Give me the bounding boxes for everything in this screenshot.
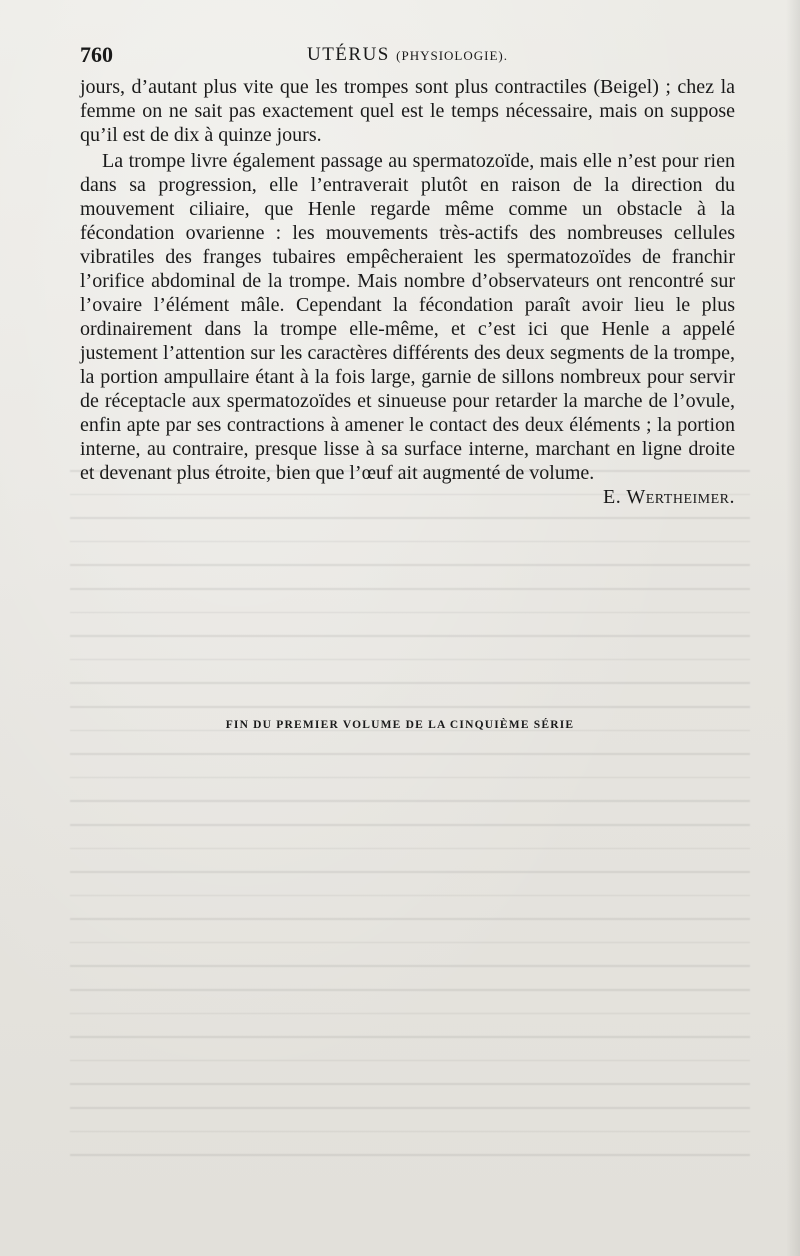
author-signature: E. Wertheimer. [603,486,735,508]
body-text [80,75,735,509]
page-number: 760 [80,42,113,67]
running-head [80,38,735,68]
page-edge-shadow [786,0,800,1256]
show-through-text [70,470,750,1230]
paragraph-continuation: jours, d’autant plus vite que les trompes sont plus contractiles (Beigel) ; chez la femme on ne sait pas exactement quel est le temps nécessaire, mais on suppose qu’il est de dix à quinze jours. [80,76,735,146]
running-title-subtitle: (PHYSIOLOGIE). [396,48,508,63]
paragraph-fecondation [80,149,735,508]
running-title [80,44,735,66]
paragraph-text: La trompe livre également passage au spermatozoïde, mais elle n’est pour rien dans sa progression, elle l’entraverait plutôt en raison de la direction du mouvement ciliaire, que Henle regarde même comme un obstacle à la fécondation ovarienne : les mouvements très-actifs des nombreuses cellules vibratiles des franges tubaires empêcheraient les spermatozoïdes de franchir l’orifice abdominal de la trompe. Mais nombre d’observateurs ont rencontré sur l’ovaire l’élément mâle. Cependant la fécondation paraît avoir lieu le plus ordinairement dans la trompe elle-même, et c’est ici que Henle a appelé justement l’attention sur les caractères différents des deux segments de la trompe, la portion ampullaire étant à la fois large, garnie de sillons nombreux pour servir de réceptacle aux spermatozoïdes et sinueuse pour retarder la marche de l’ovule, enfin apte par ses contractions à amener le contact des deux éléments ; la portion interne, au contraire, presque lisse à sa surface interne, marchant en ligne droite et devenant plus étroite, bien que l’œuf ait augmenté de volume. [80,150,735,484]
end-of-volume-note: FIN DU PREMIER VOLUME DE LA CINQUIÈME SÉRIE [225,719,575,731]
running-title-main: UTÉRUS [306,44,390,65]
